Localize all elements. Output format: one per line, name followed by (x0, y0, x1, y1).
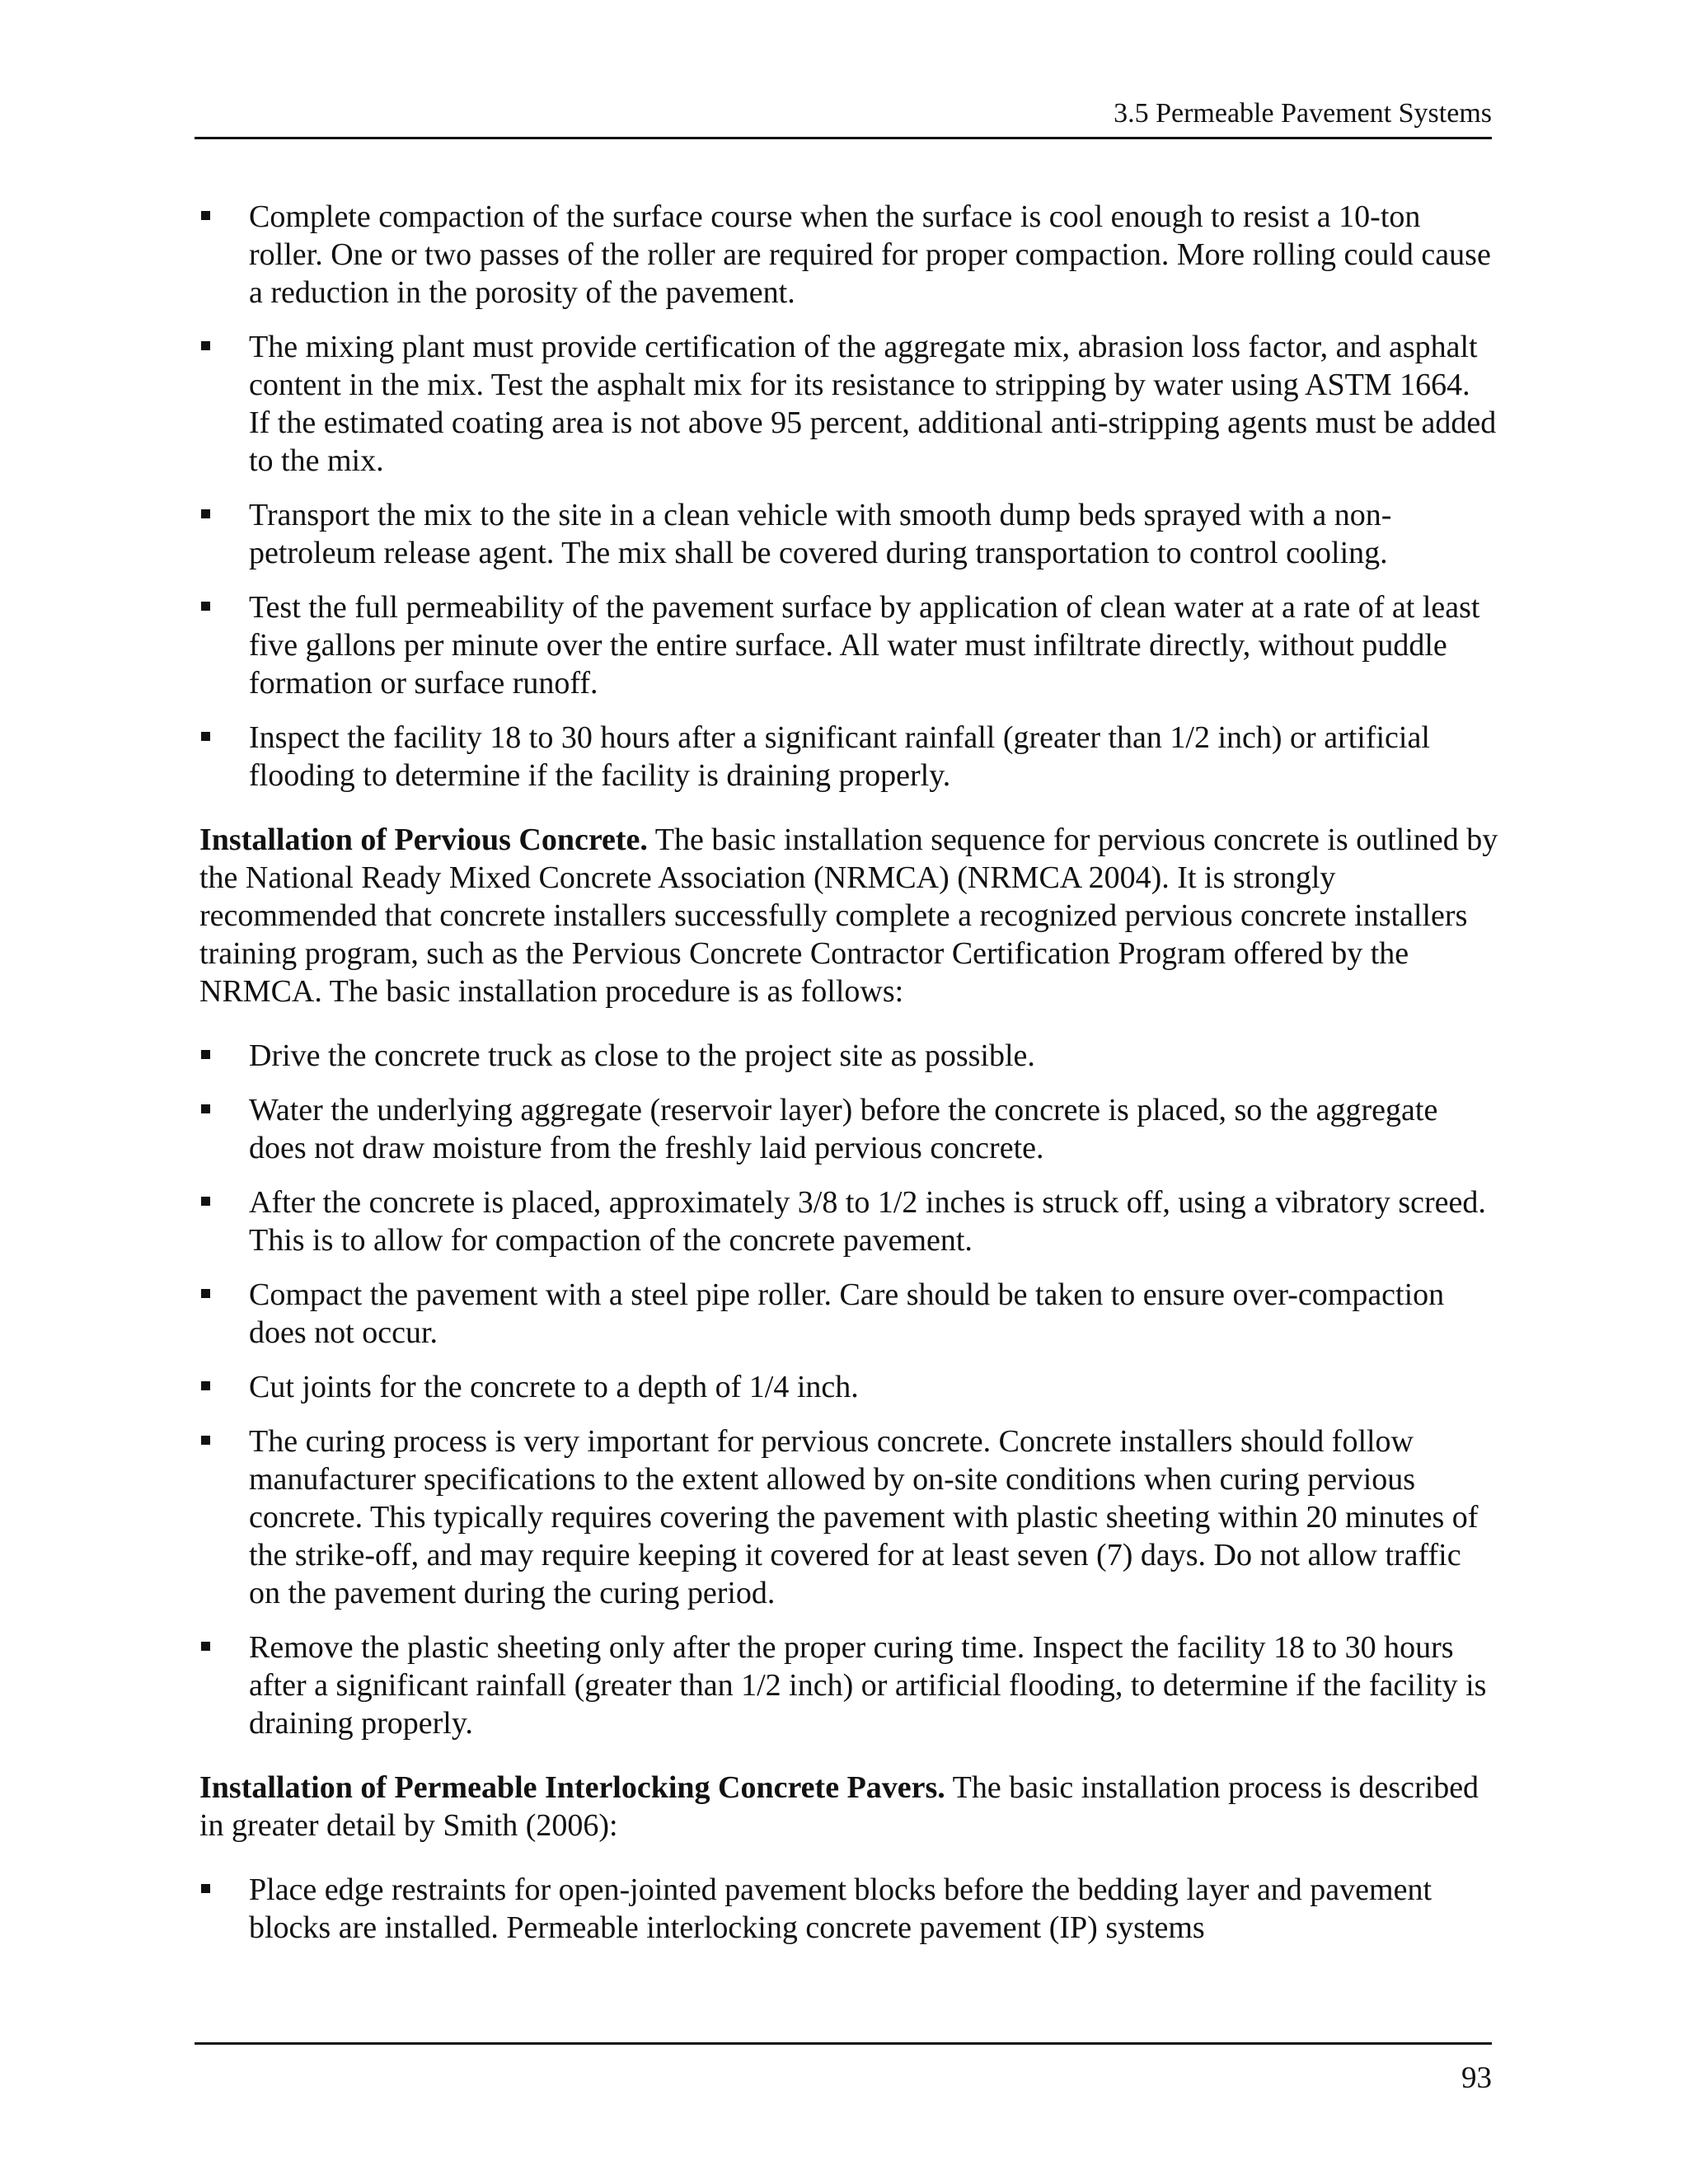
running-header: 3.5 Permeable Pavement Systems (1114, 98, 1492, 129)
list-item: The curing process is very important for pervious concrete. Concrete installers should follow manufacturer specifications to the extent allowed by on-site conditions when curing pervious concrete. This typically requires covering the pavement with plastic sheeting within 20 minutes of the strike-off, and may require keeping it covered for at least seven (7) days. Do not allow traffic on the pavement during the curing period. (199, 1422, 1498, 1612)
list-item: The mixing plant must provide certification of the aggregate mix, abrasion loss factor, and asphalt content in the mix. Test the asphalt mix for its resistance to stripping by water using ASTM 1664. If the estimated coating area is not above 95 percent, additional anti-stripping agents must be added to the mix. (199, 328, 1498, 480)
footer-rule (195, 2042, 1492, 2045)
pavers-paragraph (199, 1769, 1498, 1844)
pavers-bullet-list (199, 1871, 1498, 1947)
square-bullet-icon (201, 1884, 210, 1893)
list-item: Inspect the facility 18 to 30 hours after a significant rainfall (greater than 1/2 inch) or artificial flooding to determine if the facility is draining properly. (199, 719, 1498, 794)
list-item: Compact the pavement with a steel pipe roller. Care should be taken to ensure over-compaction does not occur. (199, 1276, 1498, 1352)
square-bullet-icon (201, 1381, 210, 1390)
pervious-concrete-paragraph (199, 821, 1498, 1010)
list-item: Remove the plastic sheeting only after the proper curing time. Inspect the facility 18 to 30 hours after a significant rainfall (greater than 1/2 inch) or artificial flooding, to determine if the facility is draining properly. (199, 1629, 1498, 1742)
list-item: Test the full permeability of the pavement surface by application of clean water at a rate of at least five gallons per minute over the entire surface. All water must infiltrate directly, without puddle formation or surface runoff. (199, 588, 1498, 702)
square-bullet-icon (201, 341, 210, 350)
square-bullet-icon (201, 1104, 210, 1113)
square-bullet-icon (201, 1050, 210, 1059)
pavers-heading: Installation of Permeable Interlocking Concrete Pavers. (199, 1770, 945, 1805)
square-bullet-icon (201, 732, 210, 741)
pavers-text: The basic installation process is described in greater detail by Smith (2006): (199, 1770, 1479, 1843)
list-item: Water the underlying aggregate (reservoir layer) before the concrete is placed, so the aggregate does not draw moisture from the freshly laid pervious concrete. (199, 1091, 1498, 1167)
pervious-concrete-heading: Installation of Pervious Concrete. (199, 823, 648, 857)
pervious-bullet-list (199, 1037, 1498, 1742)
square-bullet-icon (201, 1197, 210, 1206)
list-item: Cut joints for the concrete to a depth of 1/4 inch. (199, 1368, 1498, 1406)
page-body (199, 198, 1498, 1963)
list-item: Place edge restraints for open-jointed pavement blocks before the bedding layer and pavement blocks are installed. Permeable interlocking concrete pavement (IP) systems (199, 1871, 1498, 1947)
list-item: Complete compaction of the surface course when the surface is cool enough to resist a 10-ton roller. One or two passes of the roller are required for proper compaction. More rolling could cause a reduction in the porosity of the pavement. (199, 198, 1498, 312)
list-item: Transport the mix to the site in a clean vehicle with smooth dump beds sprayed with a non-petroleum release agent. The mix shall be covered during transportation to control cooling. (199, 496, 1498, 572)
square-bullet-icon (201, 1436, 210, 1445)
square-bullet-icon (201, 602, 210, 611)
square-bullet-icon (201, 1642, 210, 1651)
asphalt-bullet-list (199, 198, 1498, 794)
square-bullet-icon (201, 211, 210, 220)
square-bullet-icon (201, 1289, 210, 1298)
square-bullet-icon (201, 509, 210, 518)
header-rule (195, 137, 1492, 139)
pervious-concrete-text: The basic installation sequence for pervious concrete is outlined by the National Ready Mixed Concrete Association (NRMCA) (NRMCA 2004). It is strongly recommended that concrete installers successfully complete a recognized pervious concrete installers training program, such as the Pervious Concrete Contractor Certification Program offered by the NRMCA. The basic installation procedure is as follows: (199, 823, 1498, 1009)
list-item: Drive the concrete truck as close to the project site as possible. (199, 1037, 1498, 1075)
page-number: 93 (1461, 2061, 1492, 2095)
list-item: After the concrete is placed, approximately 3/8 to 1/2 inches is struck off, using a vibratory screed. This is to allow for compaction of the concrete pavement. (199, 1183, 1498, 1259)
